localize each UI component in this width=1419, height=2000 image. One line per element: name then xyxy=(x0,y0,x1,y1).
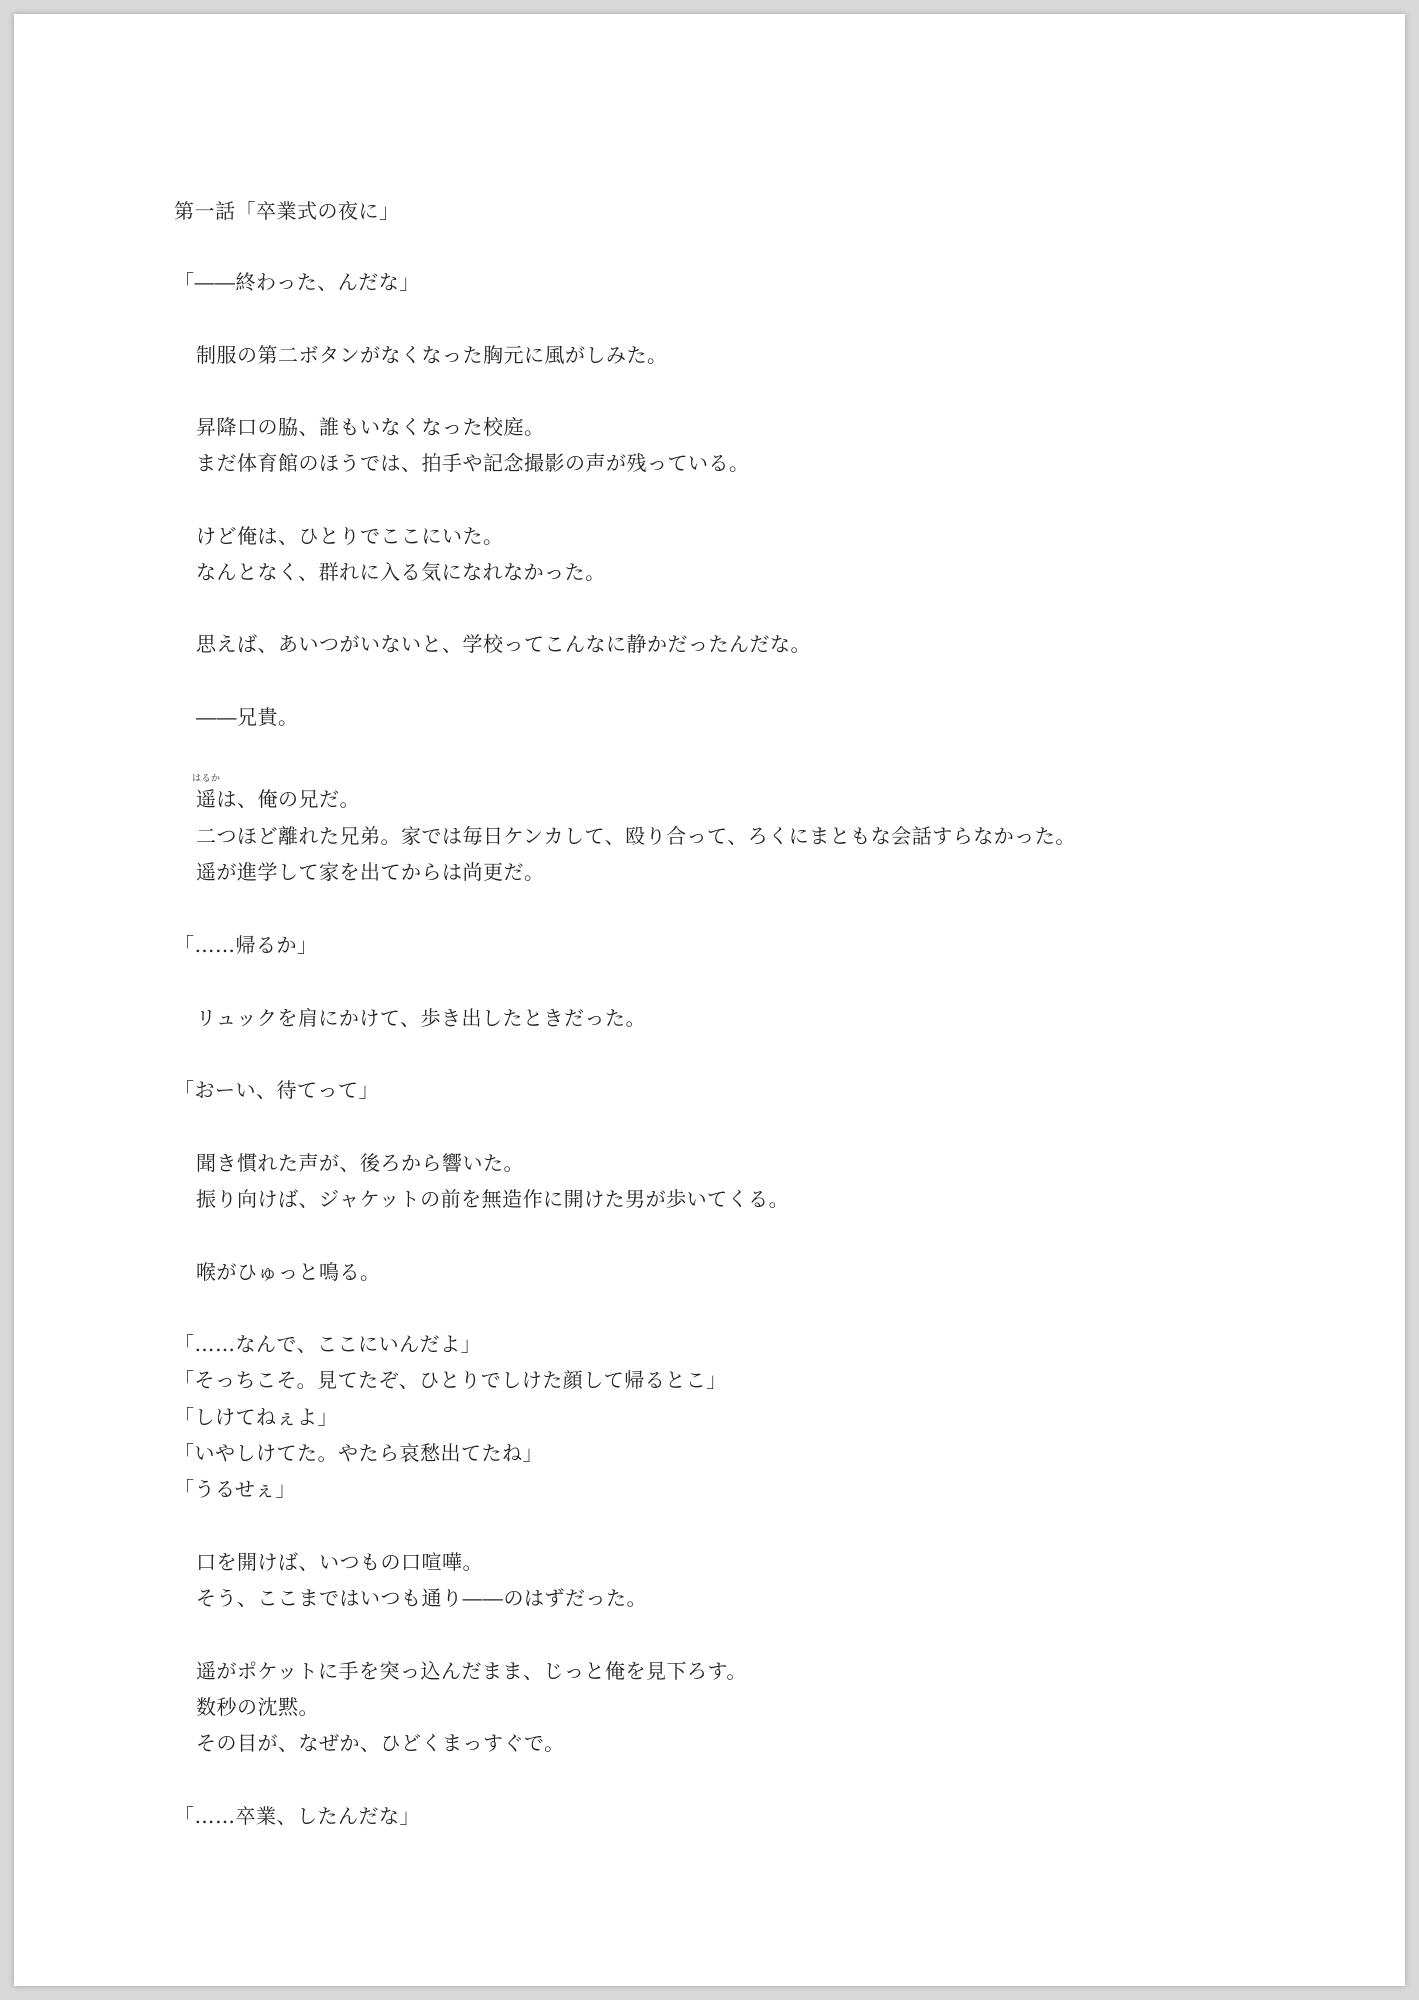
narration-line: 昇降口の脇、誰もいなくなった校庭。 xyxy=(196,415,545,439)
narration-line: その目が、なぜか、ひどくまっすぐで。 xyxy=(196,1731,565,1755)
narration-text: は、俺の兄だ。 xyxy=(216,787,360,811)
narration-line: 振り向けば、ジャケットの前を無造作に開けた男が歩いてくる。 xyxy=(196,1187,790,1211)
narration-line: ――兄貴。 xyxy=(196,705,299,729)
ruby-annotation xyxy=(191,774,221,813)
narration-line: 思えば、あいつがいないと、学校ってこんなに静かだったんだな。 xyxy=(196,632,811,656)
narration-line: けど俺は、ひとりでここにいた。 xyxy=(196,524,504,548)
dialogue-line: 「おーい、待てって」 xyxy=(174,1078,379,1102)
dialogue-line: 「そっちこそ。見てたぞ、ひとりでしけた顔して帰るとこ」 xyxy=(174,1368,727,1392)
narration-line-with-ruby xyxy=(191,774,360,813)
narration-line: 数秒の沈黙。 xyxy=(196,1695,319,1719)
narration-line: 遥がポケットに手を突っ込んだまま、じっと俺を見下ろす。 xyxy=(196,1659,747,1683)
narration-line: 遥が進学して家を出てからは尚更だ。 xyxy=(196,860,545,884)
narration-line: 二つほど離れた兄弟。家では毎日ケンカして、殴り合って、ろくにまともな会話すらなかった。 xyxy=(196,824,1076,848)
narration-line: 喉がひゅっと鳴る。 xyxy=(196,1260,381,1284)
dialogue-line: 「いやしけてた。やたら哀愁出てたね」 xyxy=(174,1441,543,1465)
dialogue-line: 「……帰るか」 xyxy=(174,933,318,957)
ruby-base: 遥 xyxy=(196,787,217,811)
narration-line: そう、ここまではいつも通り――のはずだった。 xyxy=(196,1586,647,1610)
narration-line: リュックを肩にかけて、歩き出したときだった。 xyxy=(196,1006,646,1030)
ruby-reading: はるか xyxy=(191,774,221,784)
chapter-title: 第一話「卒業式の夜に」 xyxy=(174,199,400,223)
dialogue-line: 「……なんで、ここにいんだよ」 xyxy=(174,1332,482,1356)
dialogue-line: 「うるせぇ」 xyxy=(174,1477,296,1501)
dialogue-line: 「――終わった、んだな」 xyxy=(174,270,420,294)
narration-line: まだ体育館のほうでは、拍手や記念撮影の声が残っている。 xyxy=(196,451,750,475)
narration-line: 聞き慣れた声が、後ろから響いた。 xyxy=(196,1151,524,1175)
dialogue-line: 「しけてねぇよ」 xyxy=(174,1405,338,1429)
narration-line: 口を開けば、いつもの口喧嘩。 xyxy=(196,1550,483,1574)
narration-line: 制服の第二ボタンがなくなった胸元に風がしみた。 xyxy=(196,343,668,367)
document-page xyxy=(14,14,1405,1986)
narration-line: なんとなく、群れに入る気になれなかった。 xyxy=(196,560,606,584)
dialogue-line: 「……卒業、したんだな」 xyxy=(174,1804,420,1828)
